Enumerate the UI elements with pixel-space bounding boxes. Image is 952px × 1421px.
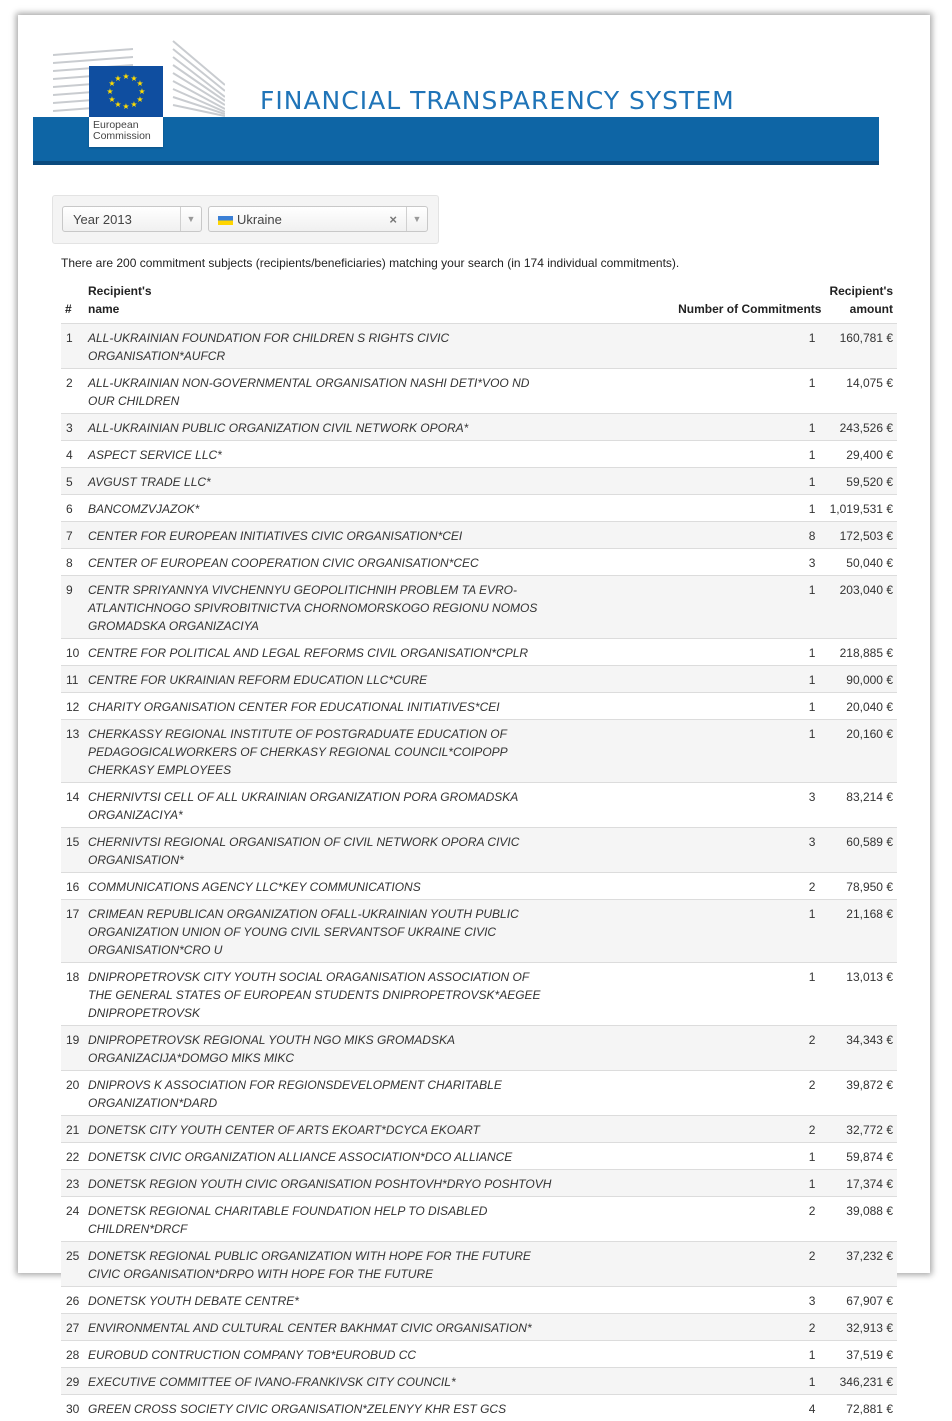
row-index: 15 [61, 828, 84, 873]
row-index: 12 [61, 693, 84, 720]
commitments-count: 1 [674, 666, 825, 693]
ukraine-flag-icon [218, 216, 233, 225]
row-index: 18 [61, 963, 84, 1026]
header-amount[interactable] [825, 280, 897, 324]
row-index: 28 [61, 1341, 84, 1368]
row-index: 20 [61, 1071, 84, 1116]
table-row [61, 1395, 897, 1421]
row-index: 25 [61, 1242, 84, 1287]
commitments-count: 1 [674, 576, 825, 639]
recipient-name-link[interactable]: EUROBUD CONTRUCTION COMPANY TOB*EUROBUD CC [84, 1341, 674, 1368]
table-row [61, 639, 897, 666]
svg-text:★: ★ [136, 95, 143, 104]
table-row [61, 1071, 897, 1116]
commitments-count: 1 [674, 1170, 825, 1197]
recipient-name-link[interactable]: ALL-UKRAINIAN NON-GOVERNMENTAL ORGANISATION NASHI DETI*VOO ND OUR CHILDREN [84, 369, 674, 414]
row-index: 9 [61, 576, 84, 639]
svg-text:★: ★ [114, 74, 121, 83]
recipient-name-link[interactable]: DONETSK YOUTH DEBATE CENTRE* [84, 1287, 674, 1314]
table-row [61, 549, 897, 576]
table-row [61, 1116, 897, 1143]
recipient-amount: 90,000 € [825, 666, 897, 693]
table-row [61, 1314, 897, 1341]
recipient-name-link[interactable]: AVGUST TRADE LLC* [84, 468, 674, 495]
commitments-count: 3 [674, 828, 825, 873]
recipient-name-link[interactable]: ASPECT SERVICE LLC* [84, 441, 674, 468]
svg-text:★: ★ [130, 100, 137, 109]
table-row [61, 783, 897, 828]
recipient-amount: 21,168 € [825, 900, 897, 963]
clear-icon[interactable]: × [389, 207, 397, 233]
table-row [61, 1341, 897, 1368]
commitments-count: 1 [674, 900, 825, 963]
row-index: 5 [61, 468, 84, 495]
row-index: 11 [61, 666, 84, 693]
commitments-count: 1 [674, 963, 825, 1026]
table-row [61, 468, 897, 495]
svg-text:★: ★ [130, 74, 137, 83]
logo-text [89, 117, 163, 147]
logo-line-1: European [93, 120, 163, 131]
recipient-amount: 14,075 € [825, 369, 897, 414]
filter-bar [52, 195, 439, 244]
svg-text:★: ★ [108, 95, 115, 104]
commitments-count: 2 [674, 873, 825, 900]
recipient-amount: 60,589 € [825, 828, 897, 873]
recipient-name-link[interactable]: CHERKASSY REGIONAL INSTITUTE OF POSTGRADUATE EDUCATION OF PEDAGOGICALWORKERS OF CHERKASY REGIONAL COUNCIL*COIPOPP CHERKASY EMPLOYEES [84, 720, 674, 783]
commitments-count: 3 [674, 783, 825, 828]
row-index: 23 [61, 1170, 84, 1197]
recipient-amount: 34,343 € [825, 1026, 897, 1071]
row-index: 1 [61, 324, 84, 369]
recipient-amount: 243,526 € [825, 414, 897, 441]
site-header [33, 25, 879, 165]
recipient-name-link[interactable]: DNIPROVS K ASSOCIATION FOR REGIONSDEVELOPMENT CHARITABLE ORGANIZATION*DARD [84, 1071, 674, 1116]
svg-text:★: ★ [138, 87, 145, 96]
logo-line-2: Commission [93, 131, 163, 142]
commitments-count: 2 [674, 1071, 825, 1116]
recipient-name-link[interactable]: CHERNIVTSI REGIONAL ORGANISATION OF CIVIL NETWORK OPORA CIVIC ORGANISATION* [84, 828, 674, 873]
recipient-name-link[interactable]: CRIMEAN REPUBLICAN ORGANIZATION OFALL-UKRAINIAN YOUTH PUBLIC ORGANIZATION UNION OF YOUNG CIVIL SERVANTSOF UKRAINE CIVIC ORGANISATION*CRO U [84, 900, 674, 963]
recipient-amount: 32,913 € [825, 1314, 897, 1341]
recipient-name-link[interactable]: ALL-UKRAINIAN FOUNDATION FOR CHILDREN S RIGHTS CIVIC ORGANISATION*AUFCR [84, 324, 674, 369]
commitments-count: 1 [674, 1341, 825, 1368]
svg-text:★: ★ [114, 100, 121, 109]
table-row [61, 495, 897, 522]
recipient-name-link[interactable]: COMMUNICATIONS AGENCY LLC*KEY COMMUNICATIONS [84, 873, 674, 900]
table-row [61, 963, 897, 1026]
recipient-name-link[interactable]: CENTER FOR EUROPEAN INITIATIVES CIVIC ORGANISATION*CEI [84, 522, 674, 549]
recipient-name-link[interactable]: CENTRE FOR UKRAINIAN REFORM EDUCATION LLC*CURE [84, 666, 674, 693]
recipient-amount: 37,232 € [825, 1242, 897, 1287]
commitments-count: 1 [674, 693, 825, 720]
recipient-amount: 17,374 € [825, 1170, 897, 1197]
table-row [61, 693, 897, 720]
recipient-amount: 39,088 € [825, 1197, 897, 1242]
commitments-count: 2 [674, 1314, 825, 1341]
commitments-count: 1 [674, 414, 825, 441]
commitments-count: 3 [674, 1287, 825, 1314]
table-header-row [61, 280, 897, 324]
recipient-amount: 172,503 € [825, 522, 897, 549]
commitments-count: 2 [674, 1116, 825, 1143]
row-index: 24 [61, 1197, 84, 1242]
recipient-amount: 218,885 € [825, 639, 897, 666]
row-index: 30 [61, 1395, 84, 1421]
year-select[interactable] [62, 206, 202, 232]
commitments-count: 1 [674, 495, 825, 522]
row-index: 4 [61, 441, 84, 468]
recipient-name-link[interactable]: DONETSK REGION YOUTH CIVIC ORGANISATION POSHTOVH*DRYO POSHTOVH [84, 1170, 674, 1197]
recipient-amount: 32,772 € [825, 1116, 897, 1143]
svg-text:★: ★ [108, 79, 115, 88]
table-row [61, 873, 897, 900]
recipient-amount: 203,040 € [825, 576, 897, 639]
recipient-amount: 29,400 € [825, 441, 897, 468]
commitments-count: 2 [674, 1242, 825, 1287]
table-row [61, 414, 897, 441]
header-name-line1: Recipient's [88, 284, 152, 298]
row-index: 10 [61, 639, 84, 666]
recipient-amount: 39,872 € [825, 1071, 897, 1116]
recipient-amount: 83,214 € [825, 783, 897, 828]
recipient-amount: 160,781 € [825, 324, 897, 369]
commitments-count: 3 [674, 549, 825, 576]
chevron-down-icon[interactable]: ▼ [406, 207, 427, 231]
commitments-count: 1 [674, 1368, 825, 1395]
recipient-name-link[interactable]: DONETSK REGIONAL PUBLIC ORGANIZATION WITH HOPE FOR THE FUTURE CIVIC ORGANISATION*DRPO WITH HOPE FOR THE FUTURE [84, 1242, 674, 1287]
recipient-name-link[interactable]: CHERNIVTSI CELL OF ALL UKRAINIAN ORGANIZATION PORA GROMADSKA ORGANIZACIYA* [84, 783, 674, 828]
recipient-name-link[interactable]: GREEN CROSS SOCIETY CIVIC ORGANISATION*ZELENYY KHR EST GCS [84, 1395, 674, 1421]
country-select-value: Ukraine [237, 212, 282, 227]
row-index: 3 [61, 414, 84, 441]
recipient-amount: 1,019,531 € [825, 495, 897, 522]
recipient-name-link[interactable]: DNIPROPETROVSK REGIONAL YOUTH NGO MIKS GROMADSKA ORGANIZACIJA*DOMGO MIKS MIKC [84, 1026, 674, 1071]
svg-text:★: ★ [136, 79, 143, 88]
header-name-line2: name [88, 302, 119, 316]
commitments-count: 2 [674, 1197, 825, 1242]
table-row [61, 324, 897, 369]
row-index: 7 [61, 522, 84, 549]
table-row [61, 1143, 897, 1170]
country-select[interactable] [208, 206, 428, 232]
recipient-name-link[interactable]: DONETSK CITY YOUTH CENTER OF ARTS EKOART*DCYCA EKOART [84, 1116, 674, 1143]
header-commitments[interactable]: Number of Commitments [674, 280, 825, 324]
recipient-amount: 50,040 € [825, 549, 897, 576]
table-row [61, 1287, 897, 1314]
row-index: 2 [61, 369, 84, 414]
row-index: 22 [61, 1143, 84, 1170]
results-summary: There are 200 commitment subjects (recipients/beneficiaries) matching your search (in 174 individual commitments). [61, 256, 679, 270]
commitments-count: 1 [674, 1143, 825, 1170]
commitments-count: 1 [674, 324, 825, 369]
commitments-count: 1 [674, 441, 825, 468]
table-row [61, 720, 897, 783]
row-index: 8 [61, 549, 84, 576]
recipient-amount: 59,874 € [825, 1143, 897, 1170]
svg-text:★: ★ [122, 102, 129, 111]
table-row [61, 1368, 897, 1395]
table-row [61, 522, 897, 549]
recipient-amount: 59,520 € [825, 468, 897, 495]
table-row [61, 828, 897, 873]
svg-text:★: ★ [122, 72, 129, 81]
recipient-name-link[interactable]: EXECUTIVE COMMITTEE OF IVANO-FRANKIVSK CITY COUNCIL* [84, 1368, 674, 1395]
recipient-name-link[interactable]: DONETSK REGIONAL CHARITABLE FOUNDATION HELP TO DISABLED CHILDREN*DRCF [84, 1197, 674, 1242]
recipient-amount: 20,040 € [825, 693, 897, 720]
recipient-name-link[interactable]: ALL-UKRAINIAN PUBLIC ORGANIZATION CIVIL NETWORK OPORA* [84, 414, 674, 441]
table-row [61, 1170, 897, 1197]
recipient-name-link[interactable]: CHARITY ORGANISATION CENTER FOR EDUCATIONAL INITIATIVES*CEI [84, 693, 674, 720]
row-index: 29 [61, 1368, 84, 1395]
commitments-count: 1 [674, 720, 825, 783]
page-title: FINANCIAL TRANSPARENCY SYSTEM [260, 86, 735, 115]
recipient-name-link[interactable]: BANCOMZVJAZOK* [84, 495, 674, 522]
recipient-name-link[interactable]: ENVIRONMENTAL AND CULTURAL CENTER BAKHMAT CIVIC ORGANISATION* [84, 1314, 674, 1341]
table-row [61, 369, 897, 414]
table-row [61, 1026, 897, 1071]
recipient-amount: 346,231 € [825, 1368, 897, 1395]
table-row [61, 1197, 897, 1242]
header-amount-line2: amount [850, 302, 893, 316]
row-index: 16 [61, 873, 84, 900]
recipient-amount: 67,907 € [825, 1287, 897, 1314]
row-index: 19 [61, 1026, 84, 1071]
header-amount-line1: Recipient's [829, 284, 893, 298]
row-index: 26 [61, 1287, 84, 1314]
recipient-amount: 37,519 € [825, 1341, 897, 1368]
row-index: 17 [61, 900, 84, 963]
table-row [61, 1242, 897, 1287]
commitments-count: 8 [674, 522, 825, 549]
recipient-name-link[interactable]: CENTR SPRIYANNYA VIVCHENNYU GEOPOLITICHNIH PROBLEM TA EVRO-ATLANTICHNOGO SPIVROBITNICTVA CHORNOMORSKOGO REGIONU NOMOS GROMADSKA ORGANIZACIYA [84, 576, 674, 639]
row-index: 21 [61, 1116, 84, 1143]
commitments-count: 1 [674, 468, 825, 495]
recipient-amount: 78,950 € [825, 873, 897, 900]
svg-text:★: ★ [106, 87, 113, 96]
commitments-count: 4 [674, 1395, 825, 1421]
recipient-name-link[interactable]: CENTER OF EUROPEAN COOPERATION CIVIC ORGANISATION*CEC [84, 549, 674, 576]
row-index: 13 [61, 720, 84, 783]
recipient-name-link[interactable]: DONETSK CIVIC ORGANIZATION ALLIANCE ASSOCIATION*DCO ALLIANCE [84, 1143, 674, 1170]
recipients-table [61, 280, 897, 1421]
recipient-name-link[interactable]: DNIPROPETROVSK CITY YOUTH SOCIAL ORAGANISATION ASSOCIATION OF THE GENERAL STATES OF EUROPEAN STUDENTS DNIPROPETROVSK*AEGEE DNIPROPETROVSK [84, 963, 674, 1026]
header-index[interactable]: # [61, 280, 84, 324]
recipient-amount: 20,160 € [825, 720, 897, 783]
commitments-count: 2 [674, 1026, 825, 1071]
eu-flag-icon [89, 66, 163, 117]
commitments-count: 1 [674, 639, 825, 666]
table-row [61, 900, 897, 963]
table-row [61, 576, 897, 639]
header-recipient-name[interactable] [84, 280, 674, 324]
row-index: 27 [61, 1314, 84, 1341]
chevron-down-icon[interactable]: ▼ [180, 207, 201, 231]
table-row [61, 441, 897, 468]
year-select-value: Year 2013 [73, 212, 132, 227]
commitments-count: 1 [674, 369, 825, 414]
recipient-name-link[interactable]: CENTRE FOR POLITICAL AND LEGAL REFORMS CIVIL ORGANISATION*CPLR [84, 639, 674, 666]
row-index: 14 [61, 783, 84, 828]
table-row [61, 666, 897, 693]
recipient-amount: 72,881 € [825, 1395, 897, 1421]
row-index: 6 [61, 495, 84, 522]
recipient-amount: 13,013 € [825, 963, 897, 1026]
